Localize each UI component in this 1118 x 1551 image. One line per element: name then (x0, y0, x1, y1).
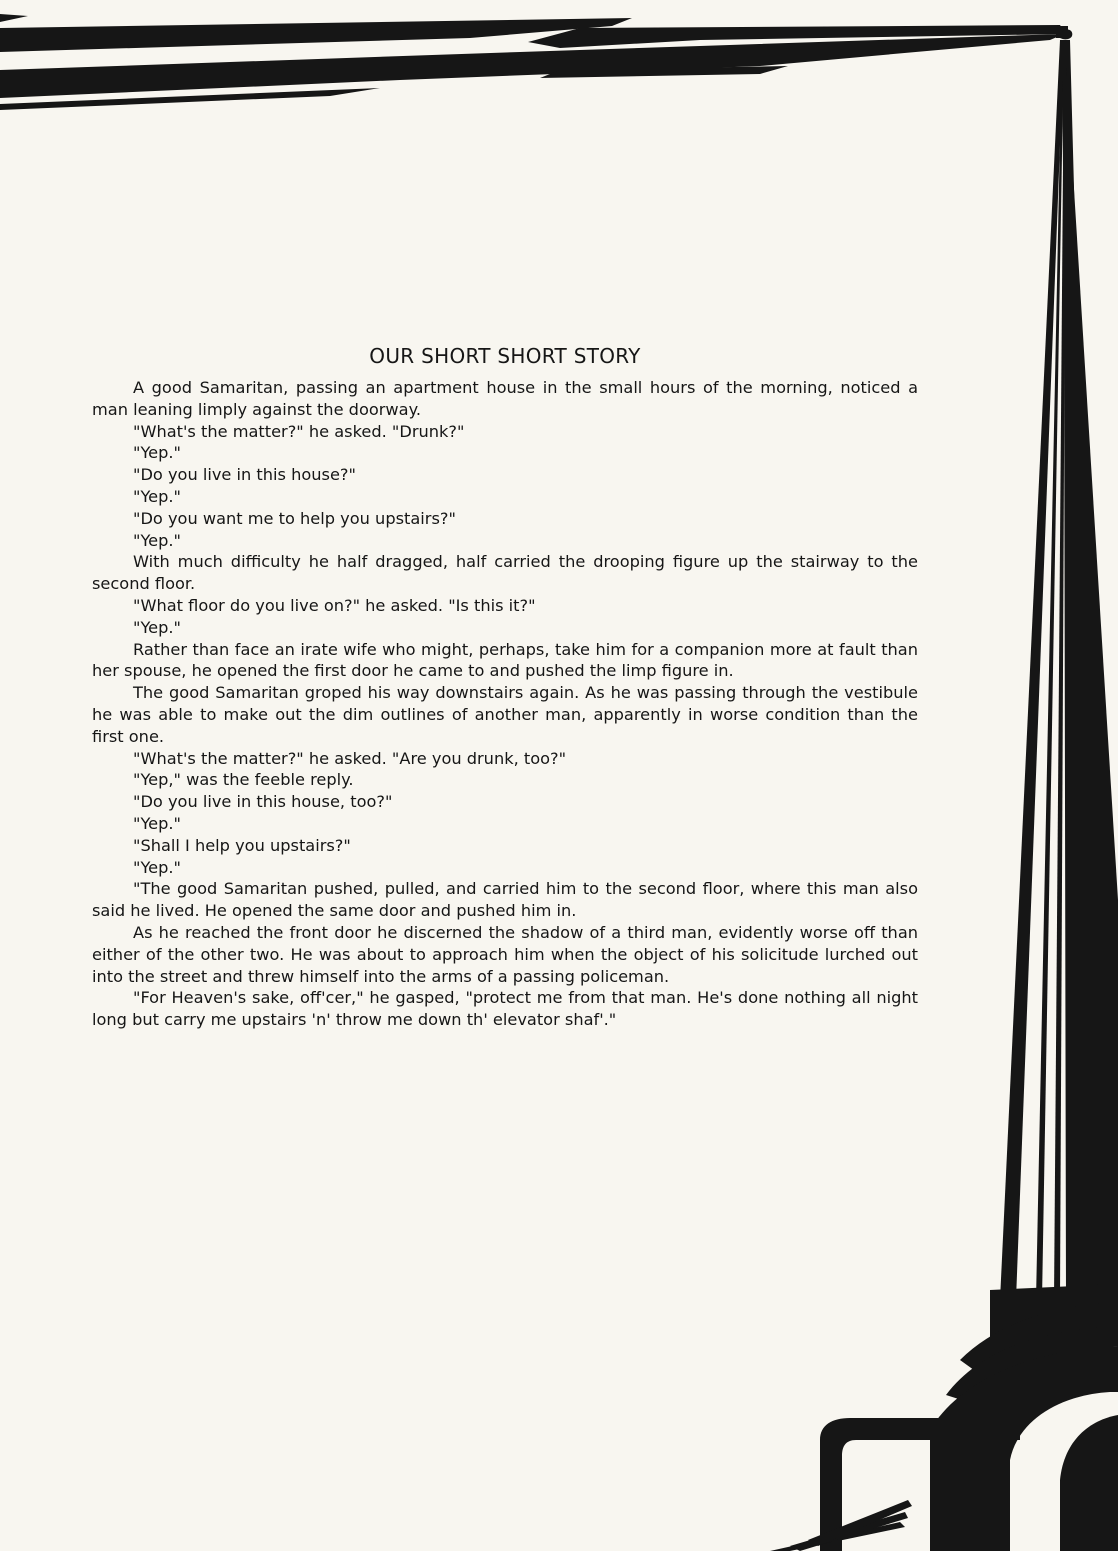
spire-base (770, 1284, 1118, 1551)
story-paragraph: The good Samaritan groped his way downstairs again. As he was passing through the vestibule he was able to make out the dim outlines of another man, apparently in worse condition than the first one. (92, 683, 918, 746)
story-paragraph: "Do you want me to help you upstairs?" (133, 508, 456, 528)
story-paragraph: Rather than face an irate wife who might, perhaps, take him for a companion more at fault than her spouse, he opened the first door he came to and pushed the limp figure in. (92, 639, 918, 681)
top-lightning-stripes (0, 18, 1066, 110)
spire-cap (1056, 26, 1072, 39)
story-paragraph: "Yep." (133, 530, 182, 550)
top-left-wedge (0, 14, 28, 22)
story-paragraph: "Yep." (133, 857, 182, 877)
story-paragraph: "Do you live in this house, too?" (133, 792, 393, 812)
story-block (92, 345, 918, 1031)
story-paragraph: "The good Samaritan pushed, pulled, and carried him to the second floor, where this man also said he lived. He opened the same door and pushed him in. (92, 879, 918, 921)
story-paragraph: "Yep," was the feeble reply. (133, 770, 354, 790)
story-paragraph: "Yep." (133, 813, 182, 833)
spire (1000, 40, 1118, 1300)
story-paragraph: "What's the matter?" he asked. "Are you drunk, too?" (133, 748, 567, 768)
story-paragraph: "What's the matter?" he asked. "Drunk?" (133, 421, 465, 441)
story-paragraph: As he reached the front door he discerned the shadow of a third man, evidently worse off than either of the other two. He was about to approach him when the object of his solicitude lurched out into the street and threw himself into the arms of a passing policeman. (92, 922, 918, 986)
story-paragraph: "For Heaven's sake, off'cer," he gasped, "protect me from that man. He's done nothing all night long but carry me upstairs 'n' throw me down th' elevator shaf'." (92, 988, 918, 1030)
story-paragraph: "Do you live in this house?" (133, 465, 356, 485)
story-paragraph: "Yep." (133, 486, 182, 506)
story-paragraph: "Shall I help you upstairs?" (133, 835, 351, 855)
story-title: OUR SHORT SHORT STORY (369, 344, 641, 368)
story-paragraph: "Yep." (133, 443, 182, 463)
story-paragraph: With much difficulty he half dragged, half carried the drooping figure up the stairway to the second floor. (92, 552, 918, 594)
story-paragraph: A good Samaritan, passing an apartment house in the small hours of the morning, noticed a man leaning limply against the doorway. (92, 378, 918, 419)
story-paragraph: "What floor do you live on?" he asked. "Is this it?" (133, 595, 536, 615)
story-paragraph: "Yep." (133, 617, 182, 637)
